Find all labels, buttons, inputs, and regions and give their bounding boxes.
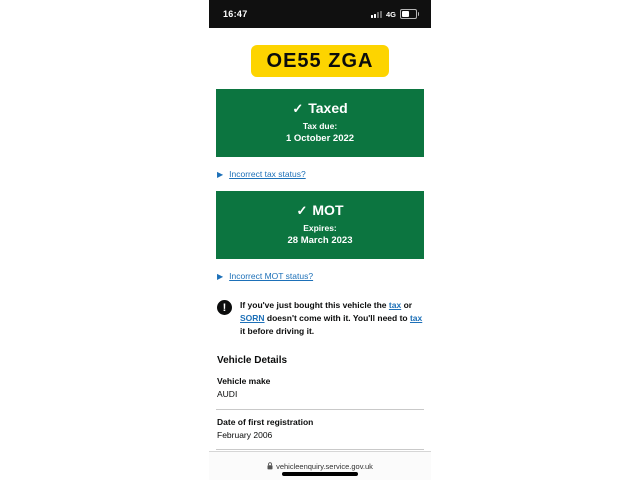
mot-status-label: MOT [312, 202, 344, 219]
network-type-label: 4G [385, 9, 396, 19]
signal-bars-icon [371, 10, 382, 18]
vehicle-details-heading: Vehicle Details [217, 355, 288, 367]
lock-icon [267, 457, 273, 475]
warning-link[interactable]: SORN [240, 312, 265, 323]
field-value: February 2006 [217, 429, 273, 440]
incorrect-tax-status-link[interactable]: Incorrect tax status? [229, 169, 306, 179]
number-plate [251, 45, 389, 77]
page-content [209, 45, 431, 450]
incorrect-mot-status-link[interactable]: Incorrect MOT status? [229, 271, 314, 281]
disclosure-arrow-icon: ▶ [217, 271, 224, 281]
tax-due-label: Tax due: [302, 121, 338, 132]
warning-link[interactable]: tax [409, 312, 423, 323]
warning-notice [217, 299, 423, 337]
check-icon: ✓ [292, 101, 304, 117]
tax-due-date: 1 October 2022 [285, 132, 355, 144]
mot-expires-label: Expires: [303, 223, 337, 234]
phone-screenshot [209, 0, 431, 480]
safari-footer [209, 451, 431, 480]
exclamation-circle-icon: ! [217, 300, 232, 315]
warning-link[interactable]: tax [388, 300, 402, 310]
divider [216, 409, 424, 410]
home-indicator[interactable] [282, 472, 358, 476]
tax-status-label: Taxed [308, 100, 348, 117]
first-registration-field [217, 417, 424, 442]
warning-text: If you've just bought this vehicle the tax or SORN doesn't come with it. You'll need to tax it before driving it. [240, 300, 423, 336]
vehicle-make-field [217, 376, 424, 401]
field-label: Date of first registration [217, 416, 314, 427]
incorrect-tax-status-disclosure[interactable] [217, 169, 424, 179]
clock: 16:47 [223, 9, 248, 19]
mot-expiry-date: 28 March 2023 [287, 234, 353, 246]
tax-status-banner [216, 89, 424, 157]
battery-icon [400, 9, 417, 19]
mot-status-banner [216, 191, 424, 259]
status-bar [209, 0, 431, 28]
disclosure-arrow-icon: ▶ [217, 169, 224, 179]
registration-number: OE55 ZGA [266, 49, 374, 72]
check-icon: ✓ [296, 203, 308, 219]
field-label: Vehicle make [217, 376, 271, 387]
incorrect-mot-status-disclosure[interactable] [217, 271, 424, 281]
field-value: AUDI [217, 389, 238, 400]
page-url: vehicleenquiry.service.gov.uk [276, 461, 373, 471]
